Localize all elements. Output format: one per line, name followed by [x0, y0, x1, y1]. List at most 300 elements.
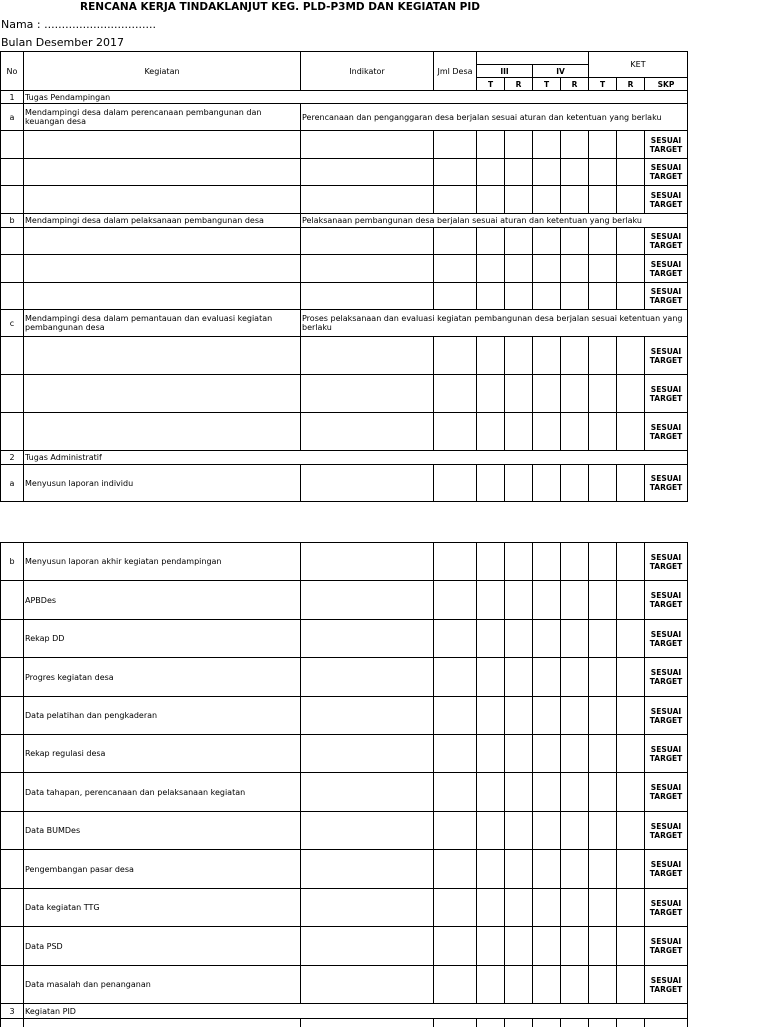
- header-no: No: [1, 52, 24, 91]
- activity-cell: Rekap regulasi desa: [24, 735, 301, 773]
- table-cell: [301, 186, 434, 214]
- table-cell: [434, 850, 477, 889]
- table-cell: [434, 337, 477, 375]
- ket-status-badge: SESUAI TARGET: [645, 773, 688, 812]
- table-cell: [301, 927, 434, 966]
- table-cell: [477, 889, 505, 927]
- table-cell: [561, 735, 589, 773]
- table-cell: [477, 131, 505, 159]
- row-number: [1, 889, 24, 927]
- table-row: [1, 104, 688, 131]
- table-cell: [24, 186, 301, 214]
- nama-field: Nama : ................................: [1, 18, 157, 31]
- table-cell: [477, 581, 505, 620]
- row-number: [1, 966, 24, 1004]
- table-cell: [301, 966, 434, 1004]
- table-cell: [477, 850, 505, 889]
- header-q3-realisasi: R: [505, 78, 533, 91]
- table-row: [1, 735, 688, 773]
- table-cell: [434, 255, 477, 283]
- table-row: [1, 773, 688, 812]
- activity-cell: Data masalah dan penanganan: [24, 966, 301, 1004]
- ket-status-badge: SESUAI TARGET: [645, 159, 688, 186]
- table-cell: [434, 1019, 477, 1027]
- table-cell: [434, 159, 477, 186]
- table-cell: [477, 1019, 505, 1027]
- table-cell: [301, 850, 434, 889]
- row-number: [1, 581, 24, 620]
- table-cell: [301, 581, 434, 620]
- table-cell: [617, 620, 645, 658]
- indicator-cell: Perencanaan dan penganggaran desa berjalan sesuai aturan dan ketentuan yang berlaku: [301, 104, 688, 131]
- activity-cell: Progres kegiatan desa: [24, 658, 301, 697]
- table-cell: [561, 228, 589, 255]
- header-ket: KET: [589, 52, 688, 78]
- row-number: a: [1, 465, 24, 502]
- table-cell: [24, 337, 301, 375]
- table-cell: [434, 131, 477, 159]
- row-number: b: [1, 214, 24, 228]
- ket-status-badge: SESUAI TARGET: [645, 413, 688, 451]
- table-cell: [24, 375, 301, 413]
- table-cell: [434, 735, 477, 773]
- table-cell: [617, 465, 645, 502]
- table-cell: [505, 697, 533, 735]
- ket-status-badge: SESUAI TARGET: [645, 375, 688, 413]
- ket-status-badge: SESUAI TARGET: [645, 850, 688, 889]
- header-ket-target: T: [589, 78, 617, 91]
- ket-status-badge: SESUAI TARGET: [645, 228, 688, 255]
- table-cell: [505, 966, 533, 1004]
- table-cell: [561, 1019, 589, 1027]
- table-row: [1, 310, 688, 337]
- table-cell: [617, 1019, 645, 1027]
- table-cell: [505, 581, 533, 620]
- row-number: [1, 773, 24, 812]
- activity-cell: Menyusun laporan akhir kegiatan pendampingan: [24, 543, 301, 581]
- table-cell: [434, 543, 477, 581]
- table-cell: [1, 159, 24, 186]
- table-cell: [477, 375, 505, 413]
- table-cell: [533, 927, 561, 966]
- table-cell: [505, 812, 533, 850]
- table-cell: [617, 889, 645, 927]
- activity-cell: Pengembangan pasar desa: [24, 850, 301, 889]
- section-title: Tugas Pendampingan: [24, 91, 688, 104]
- table-cell: [533, 159, 561, 186]
- table-cell: [434, 658, 477, 697]
- table-cell: [589, 131, 617, 159]
- row-number: c: [1, 310, 24, 337]
- table-cell: [589, 735, 617, 773]
- table-cell: [434, 812, 477, 850]
- table-cell: [589, 1019, 617, 1027]
- table-row: [1, 214, 688, 228]
- activity-cell: Data pelatihan dan pengkaderan: [24, 697, 301, 735]
- table-cell: [561, 159, 589, 186]
- table-cell: [477, 186, 505, 214]
- table-cell: [589, 581, 617, 620]
- table-cell: [617, 131, 645, 159]
- table-cell: [561, 465, 589, 502]
- table-cell: [434, 620, 477, 658]
- table-row: [1, 927, 688, 966]
- header-kegiatan: Kegiatan: [24, 52, 301, 91]
- table-cell: [1, 337, 24, 375]
- table-cell: [589, 543, 617, 581]
- table-cell: [505, 850, 533, 889]
- ket-status-badge: SESUAI TARGET: [645, 889, 688, 927]
- row-number: a: [1, 104, 24, 131]
- ket-status-badge: SESUAI TARGET: [645, 966, 688, 1004]
- ket-status-badge: SESUAI TARGET: [645, 283, 688, 310]
- table-cell: [589, 658, 617, 697]
- table-cell: [434, 773, 477, 812]
- table-cell: [533, 228, 561, 255]
- table-cell: [477, 658, 505, 697]
- table-cell: [561, 812, 589, 850]
- table-cell: [617, 812, 645, 850]
- table-cell: [533, 812, 561, 850]
- table-cell: [589, 283, 617, 310]
- ket-status-badge: SESUAI TARGET: [645, 255, 688, 283]
- table-cell: [617, 186, 645, 214]
- table-cell: [477, 773, 505, 812]
- table-cell: [533, 186, 561, 214]
- section-title: Tugas Administratif: [24, 451, 688, 465]
- table-cell: [505, 283, 533, 310]
- table-cell: [301, 1019, 434, 1027]
- table-cell: [24, 159, 301, 186]
- table-cell: [533, 543, 561, 581]
- table-cell: [533, 889, 561, 927]
- table-cell: [434, 889, 477, 927]
- table-cell: [533, 620, 561, 658]
- table-cell: [533, 413, 561, 451]
- table-cell: [477, 159, 505, 186]
- table-row: [1, 375, 688, 413]
- table-cell: [301, 735, 434, 773]
- table-cell: [561, 131, 589, 159]
- table-cell: [477, 812, 505, 850]
- ket-status-badge: SESUAI TARGET: [645, 581, 688, 620]
- table-row: [1, 697, 688, 735]
- table-cell: [589, 186, 617, 214]
- table-row: [1, 337, 688, 375]
- header-q4-realisasi: R: [561, 78, 589, 91]
- header-jml-desa: Jml Desa: [434, 52, 477, 91]
- activity-cell: Mendampingi desa dalam pelaksanaan pembangunan desa: [24, 214, 301, 228]
- work-plan-table-part-2: [0, 542, 688, 1027]
- table-cell: [477, 413, 505, 451]
- table-cell: [645, 1019, 688, 1027]
- table-cell: [561, 375, 589, 413]
- table-cell: [561, 413, 589, 451]
- table-cell: [301, 658, 434, 697]
- table-cell: [617, 283, 645, 310]
- table-row: [1, 283, 688, 310]
- table-cell: [589, 159, 617, 186]
- table-cell: [505, 186, 533, 214]
- table-cell: [477, 620, 505, 658]
- table-cell: [533, 131, 561, 159]
- table-cell: [505, 1019, 533, 1027]
- table-cell: [533, 375, 561, 413]
- table-cell: [617, 543, 645, 581]
- table-row: [1, 1004, 688, 1019]
- table-cell: [477, 337, 505, 375]
- row-number: 2: [1, 451, 24, 465]
- activity-cell: Menyusun laporan individu: [24, 465, 301, 502]
- table-cell: [24, 255, 301, 283]
- table-cell: [561, 620, 589, 658]
- ket-status-badge: SESUAI TARGET: [645, 131, 688, 159]
- table-cell: [561, 543, 589, 581]
- document-title: RENCANA KERJA TINDAKLANJUT KEG. PLD-P3MD DAN KEGIATAN PID: [80, 1, 480, 13]
- table-row: [1, 1019, 688, 1027]
- table-cell: [301, 131, 434, 159]
- table-row: [1, 228, 688, 255]
- table-cell: [434, 927, 477, 966]
- table-cell: [434, 283, 477, 310]
- table-cell: [434, 228, 477, 255]
- table-cell: [533, 773, 561, 812]
- row-number: [1, 927, 24, 966]
- table-row: [1, 255, 688, 283]
- table-cell: [301, 337, 434, 375]
- table-cell: [617, 375, 645, 413]
- table-cell: [434, 375, 477, 413]
- table-cell: [617, 658, 645, 697]
- table-cell: [434, 966, 477, 1004]
- header-q3-target: T: [477, 78, 505, 91]
- activity-cell: Data PSD: [24, 927, 301, 966]
- table-cell: [505, 927, 533, 966]
- indicator-cell: Proses pelaksanaan dan evaluasi kegiatan pembangunan desa berjalan sesuai ketentuan yang berlaku: [301, 310, 688, 337]
- ket-status-badge: SESUAI TARGET: [645, 735, 688, 773]
- table-cell: [533, 255, 561, 283]
- table-cell: [505, 543, 533, 581]
- table-cell: [589, 966, 617, 1004]
- indicator-cell: Pelaksanaan pembangunan desa berjalan sesuai aturan dan ketentuan yang berlaku: [301, 214, 688, 228]
- row-number: [1, 812, 24, 850]
- table-row: [1, 620, 688, 658]
- table-cell: [505, 773, 533, 812]
- row-number: [1, 620, 24, 658]
- table-cell: [505, 735, 533, 773]
- table-cell: [301, 228, 434, 255]
- ket-status-badge: SESUAI TARGET: [645, 927, 688, 966]
- table-row: [1, 465, 688, 502]
- table-cell: [533, 465, 561, 502]
- ket-status-badge: SESUAI TARGET: [645, 337, 688, 375]
- table-cell: [477, 927, 505, 966]
- table-cell: [505, 413, 533, 451]
- activity-cell: APBDes: [24, 581, 301, 620]
- table-cell: [589, 255, 617, 283]
- table-cell: [617, 581, 645, 620]
- ket-status-badge: SESUAI TARGET: [645, 658, 688, 697]
- table-cell: [477, 255, 505, 283]
- table-row: [1, 850, 688, 889]
- table-cell: [533, 283, 561, 310]
- table-cell: [301, 543, 434, 581]
- row-number: [1, 697, 24, 735]
- table-cell: [477, 465, 505, 502]
- table-row: [1, 581, 688, 620]
- table-cell: [561, 658, 589, 697]
- table-cell: [301, 283, 434, 310]
- table-cell: [561, 697, 589, 735]
- table-cell: [1, 1019, 24, 1027]
- table-cell: [561, 850, 589, 889]
- ket-status-badge: SESUAI TARGET: [645, 697, 688, 735]
- table-cell: [1, 131, 24, 159]
- table-cell: [301, 889, 434, 927]
- ket-status-badge: SESUAI TARGET: [645, 186, 688, 214]
- ket-status-badge: SESUAI TARGET: [645, 620, 688, 658]
- table-row: [1, 413, 688, 451]
- table-cell: [301, 773, 434, 812]
- table-cell: [617, 773, 645, 812]
- table-cell: [477, 966, 505, 1004]
- table-cell: [505, 131, 533, 159]
- table-cell: [477, 228, 505, 255]
- table-cell: [434, 581, 477, 620]
- table-cell: [533, 337, 561, 375]
- table-cell: [505, 465, 533, 502]
- table-cell: [617, 735, 645, 773]
- table-cell: [301, 255, 434, 283]
- table-cell: [561, 255, 589, 283]
- table-cell: [533, 966, 561, 1004]
- table-cell: [533, 850, 561, 889]
- table-cell: [505, 620, 533, 658]
- table-row: [1, 91, 688, 104]
- table-cell: [561, 927, 589, 966]
- table-cell: [589, 375, 617, 413]
- table-row: [1, 543, 688, 581]
- table-cell: [617, 255, 645, 283]
- table-cell: [434, 413, 477, 451]
- table-cell: [505, 255, 533, 283]
- row-number: [1, 735, 24, 773]
- table-row: [1, 889, 688, 927]
- table-cell: [434, 465, 477, 502]
- table-cell: [505, 337, 533, 375]
- activity-cell: Data BUMDes: [24, 812, 301, 850]
- table-cell: [533, 581, 561, 620]
- header-ket-realisasi: R: [617, 78, 645, 91]
- table-cell: [1, 255, 24, 283]
- ket-status-badge: SESUAI TARGET: [645, 543, 688, 581]
- table-cell: [1, 228, 24, 255]
- table-cell: [477, 543, 505, 581]
- table-cell: [561, 889, 589, 927]
- table-cell: [301, 465, 434, 502]
- table-cell: [589, 413, 617, 451]
- table-cell: [505, 889, 533, 927]
- table-cell: [589, 889, 617, 927]
- table-cell: [505, 228, 533, 255]
- table-cell: [589, 773, 617, 812]
- row-number: [1, 658, 24, 697]
- table-cell: [477, 697, 505, 735]
- table-cell: [561, 966, 589, 1004]
- activity-cell: Data tahapan, perencanaan dan pelaksanaan kegiatan: [24, 773, 301, 812]
- activity-cell: Data kegiatan TTG: [24, 889, 301, 927]
- row-number: [1, 850, 24, 889]
- table-cell: [589, 465, 617, 502]
- header-q4-target: T: [533, 78, 561, 91]
- table-cell: [1, 283, 24, 310]
- table-cell: [617, 927, 645, 966]
- table-cell: [24, 131, 301, 159]
- table-row: [1, 186, 688, 214]
- table-cell: [589, 812, 617, 850]
- table-cell: [589, 697, 617, 735]
- table-cell: [505, 159, 533, 186]
- table-cell: [301, 812, 434, 850]
- table-cell: [589, 337, 617, 375]
- table-cell: [434, 186, 477, 214]
- table-row: [1, 658, 688, 697]
- table-cell: [561, 283, 589, 310]
- table-cell: [477, 735, 505, 773]
- table-cell: [301, 620, 434, 658]
- row-number: 3: [1, 1004, 24, 1019]
- header-quarter-3: III: [477, 65, 533, 78]
- table-cell: [301, 375, 434, 413]
- row-number: b: [1, 543, 24, 581]
- table-cell: [533, 1019, 561, 1027]
- activity-cell: Mendampingi desa dalam pemantauan dan evaluasi kegiatan pembangunan desa: [24, 310, 301, 337]
- table-cell: [617, 697, 645, 735]
- header-quarter-group: [477, 52, 589, 65]
- table-cell: [561, 186, 589, 214]
- table-row: [1, 966, 688, 1004]
- table-cell: [617, 159, 645, 186]
- table-cell: [301, 697, 434, 735]
- table-cell: [1, 413, 24, 451]
- table-cell: [617, 228, 645, 255]
- table-cell: [561, 581, 589, 620]
- table-cell: [301, 159, 434, 186]
- table-cell: [617, 966, 645, 1004]
- section-title: Kegiatan PID: [24, 1004, 688, 1019]
- table-cell: [434, 697, 477, 735]
- period-label: Bulan Desember 2017: [1, 36, 124, 49]
- row-number: 1: [1, 91, 24, 104]
- table-cell: [561, 337, 589, 375]
- table-row: [1, 451, 688, 465]
- ket-status-badge: SESUAI TARGET: [645, 812, 688, 850]
- table-cell: [617, 337, 645, 375]
- table-cell: [589, 620, 617, 658]
- table-cell: [617, 413, 645, 451]
- header-skp: SKP: [645, 78, 688, 91]
- table-row: [1, 159, 688, 186]
- table-cell: [24, 283, 301, 310]
- table-cell: [533, 658, 561, 697]
- table-row: [1, 131, 688, 159]
- table-cell: [505, 658, 533, 697]
- table-row: [1, 812, 688, 850]
- table-cell: [1, 375, 24, 413]
- table-cell: [561, 773, 589, 812]
- table-cell: [477, 283, 505, 310]
- table-cell: [589, 850, 617, 889]
